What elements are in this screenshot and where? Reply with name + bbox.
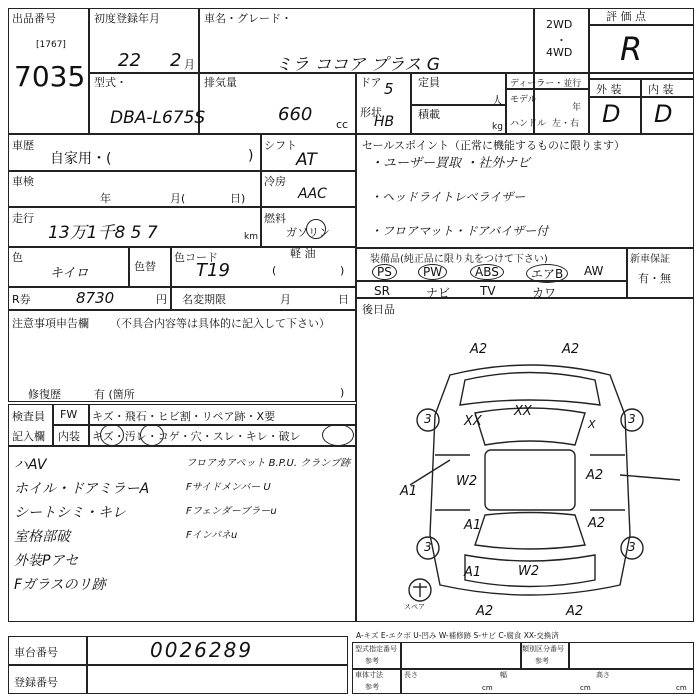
ac-value: AAC	[298, 186, 327, 202]
model-year-unit: 年	[572, 103, 582, 113]
mark-3a: 3	[424, 412, 432, 426]
equip-item: PS	[372, 264, 397, 280]
fuel-close: )	[340, 264, 345, 277]
door-value: 5	[384, 80, 394, 98]
cert-label: 型式指定番号	[355, 645, 397, 653]
mark-a1-mid: A1	[464, 518, 482, 533]
dim-length: 長さ	[404, 671, 418, 679]
repair-value: 有 (箇所	[94, 388, 135, 401]
legend: A-キズ E-エクボ U-凹み W-補修跡 S-サビ C-腐食 XX-交換済	[356, 631, 559, 640]
handwritten-note-left: Fガラスのリ跡	[14, 577, 106, 593]
handwritten-note-left: 外装Pアセ	[14, 553, 79, 569]
drive-4wd: 4WD	[546, 46, 573, 59]
mark-xx2: XX	[514, 404, 532, 419]
handwritten-note-left: ホイル・ドアミラーA	[14, 481, 150, 497]
mileage-value: 13万1千8 5 7	[48, 223, 158, 243]
repair-label: 修復歴	[28, 388, 61, 401]
mileage-label: 走行	[12, 212, 34, 225]
load-unit: kg	[492, 122, 503, 132]
shape-value: HB	[374, 114, 395, 130]
sales-line2: ・ヘッドライトレベライザー	[370, 190, 526, 204]
handwritten-note-right: Fサイドメンバー U	[186, 482, 271, 493]
shape-label: 形状	[360, 106, 382, 119]
name-change-month: 月	[280, 293, 291, 306]
repair-close: )	[340, 386, 345, 399]
color-label: 色	[12, 251, 23, 264]
ins-year: 年	[100, 192, 111, 205]
inspector-label2: 記入欄	[12, 430, 45, 443]
int-value: D	[654, 100, 673, 128]
mark-w2b: W2	[518, 564, 540, 579]
model-value: DBA-L675S	[110, 108, 206, 128]
fuel-gas-circle	[306, 219, 326, 239]
drive-dot: ・	[556, 34, 567, 47]
equip-item: TV	[480, 284, 496, 298]
handwritten-note-right: Fインパネu	[186, 530, 238, 541]
mark-3d: 3	[628, 540, 636, 554]
dim-label: 車体寸法	[355, 671, 383, 679]
equip-item: ABS	[470, 264, 504, 280]
capacity-unit: 人	[492, 94, 503, 107]
ins-day: 日)	[230, 192, 246, 205]
inspection-label: 車検	[12, 175, 34, 188]
mark-a2-botleft: A2	[476, 604, 494, 619]
dealer-label: ディーラー・並行	[510, 79, 582, 89]
color-value: キイロ	[50, 266, 89, 281]
sales-line1: ・ユーザー買取 ・社外ナビ	[370, 156, 531, 171]
mark-a2-topright: A2	[562, 342, 580, 357]
dim-cm3: cm	[676, 684, 687, 692]
inspector-fw-text: キズ・飛石・ヒビ割・リペア跡・X要	[92, 410, 276, 423]
recycle-label: R券	[12, 293, 31, 306]
grade-value: R	[620, 30, 643, 68]
fuel-label: 燃料	[264, 212, 286, 225]
fuel-gas: ガソリン	[286, 226, 330, 239]
mark-a2-mid: A2	[588, 516, 606, 531]
history-label: 車歴	[12, 139, 34, 152]
reg-number-label: 登録番号	[14, 676, 58, 689]
ins-month: 月(	[170, 192, 186, 205]
equip-label: 装備品(純正品に限り丸をつけて下さい)	[370, 254, 548, 265]
grade-label: 評 価 点	[606, 10, 646, 23]
cert-sub: 参考	[365, 657, 379, 665]
handwritten-note-right: Fフェンダーブラーu	[186, 506, 277, 517]
sales-label: セールスポイント（正常に機能するものに限ります）	[362, 139, 626, 152]
equip-item: SR	[374, 284, 390, 298]
handwritten-note-left: ハAV	[14, 457, 47, 473]
color-code-value: T19	[196, 260, 230, 281]
equip-item: ナビ	[426, 286, 451, 300]
equip-item: エアB	[526, 264, 568, 283]
handle-opts: 左・右	[552, 119, 580, 129]
mark-a2-right: A2	[586, 468, 604, 483]
later-label: 後日品	[362, 303, 395, 316]
mark-a1-low: A1	[464, 565, 482, 580]
ac-label: 冷房	[264, 175, 286, 188]
caution-label: 注意事項申告欄	[12, 317, 89, 330]
disp-value: 660	[278, 104, 313, 125]
inspector-in-text: キズ・汚レ・コゲ・穴・スレ・キレ・破レ	[92, 430, 301, 443]
dim-width: 幅	[500, 671, 507, 679]
int-label: 内 装	[648, 83, 674, 96]
mark-3c: 3	[424, 540, 432, 554]
capacity-label: 定員	[418, 76, 440, 89]
fuel-diesel: 軽 油	[290, 247, 316, 260]
shift-value: AT	[296, 150, 317, 170]
inspector-in: 内装	[58, 430, 80, 443]
dim-cm1: cm	[482, 684, 493, 692]
lot-number: 7035	[14, 60, 86, 93]
class-sub: 参考	[535, 657, 549, 665]
lot-small: [1767]	[36, 40, 66, 50]
drive-2wd: 2WD	[546, 18, 573, 31]
chassis-value: 0026289	[150, 638, 254, 662]
handle-label: ハンドル	[510, 119, 547, 129]
handwritten-note-right: フロアカアペット B.P.U. クランプ跡	[186, 458, 351, 469]
mark-a2-topleft: A2	[470, 342, 488, 357]
handwritten-note-left: シートシミ・キレ	[14, 505, 126, 521]
model-label: 型式・	[94, 76, 127, 89]
name-value: ミラ ココア プラス G	[275, 55, 440, 75]
reg-month: 2	[170, 50, 182, 71]
color-code-label: 色コード	[174, 251, 218, 264]
lot-label: 出品番号	[12, 12, 56, 25]
disp-label: 排気量	[204, 76, 237, 89]
shift-label: シフト	[264, 139, 297, 152]
mark-3b: 3	[628, 412, 636, 426]
dim-sub: 参考	[365, 683, 379, 691]
mark-x: X	[588, 418, 596, 431]
door-label: ドア	[360, 76, 382, 89]
disp-unit: cc	[336, 118, 349, 131]
handwritten-note-left: 室格部破	[14, 529, 70, 545]
inspector-circle-2	[140, 424, 164, 446]
model-year-label: モデル	[510, 95, 537, 105]
inspector-circle-3	[322, 424, 354, 446]
chassis-label: 車台番号	[14, 646, 58, 659]
history-close: )	[248, 148, 254, 164]
mark-w2a: W2	[456, 474, 478, 489]
mark-xx1: XX	[464, 414, 482, 429]
name-change-day: 日	[338, 293, 349, 306]
class-label: 類別区分番号	[522, 645, 564, 653]
caution-sub: （不具合内容等は具体的に記入して下さい）	[110, 317, 330, 330]
new-label: 新車保証	[630, 254, 670, 265]
ext-value: D	[602, 100, 621, 128]
fuel-open: (	[272, 264, 277, 277]
reg-label: 初度登録年月	[94, 12, 160, 25]
name-change-label: 名変期限	[182, 293, 226, 306]
ext-label: 外 装	[596, 83, 622, 96]
dim-cm2: cm	[580, 684, 591, 692]
color-change-label: 色替	[134, 260, 156, 273]
inspector-label1: 検査員	[12, 410, 45, 423]
new-value: 有・無	[638, 272, 671, 285]
mark-a1-side: A1	[400, 484, 418, 499]
mileage-unit: km	[244, 232, 258, 242]
equip-item: AW	[584, 264, 604, 278]
recycle-unit: 円	[156, 293, 167, 306]
mark-a2-botright: A2	[566, 604, 584, 619]
equip-item: PW	[418, 264, 447, 280]
reg-unit: 月	[184, 58, 195, 71]
dim-height: 高さ	[596, 671, 610, 679]
name-label: 車名・グレード・	[204, 12, 292, 25]
equip-item: カワ	[532, 286, 557, 300]
inspector-circle-1	[100, 424, 124, 446]
sales-line3: ・フロアマット・ドアバイザー付	[370, 224, 549, 238]
inspector-fw: FW	[60, 408, 78, 421]
recycle-value: 8730	[76, 289, 115, 307]
history-value: 自家用・(	[50, 151, 112, 167]
load-label: 積載	[418, 108, 440, 121]
reg-year: 22	[118, 50, 141, 71]
spare-label: スペア	[404, 603, 425, 611]
